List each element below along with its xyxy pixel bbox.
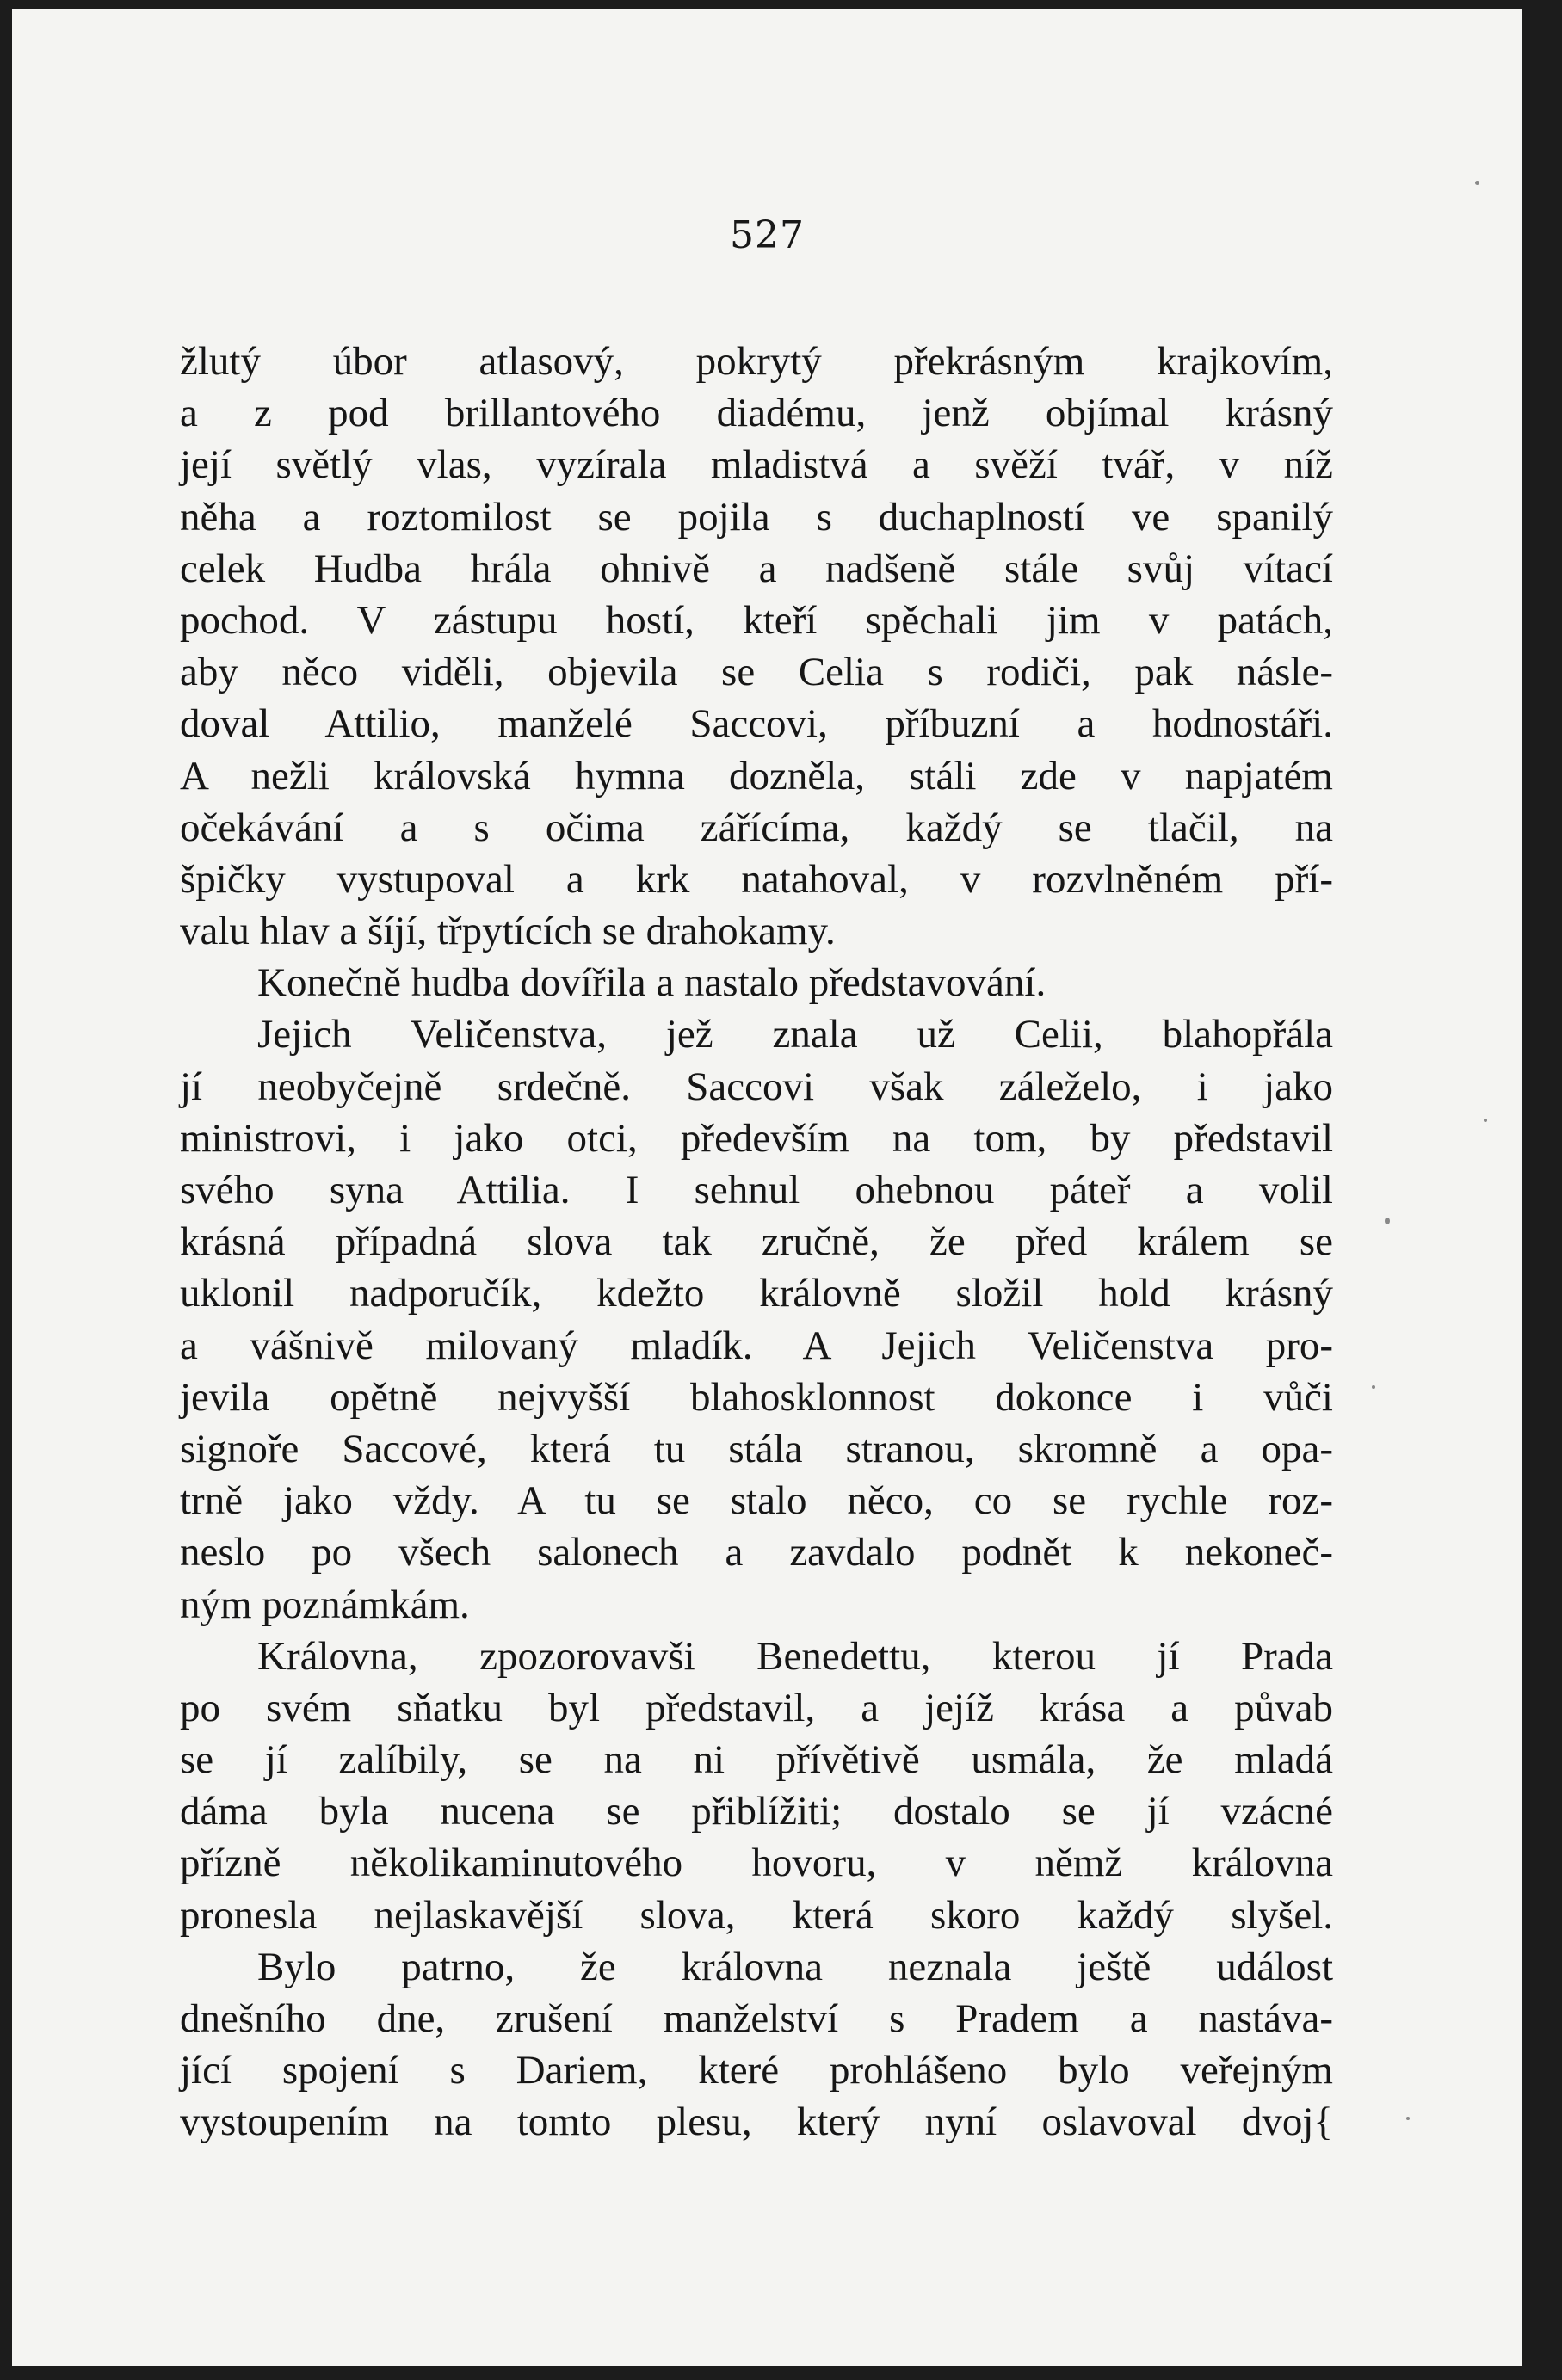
text-line: svého syna Attilia. I sehnul ohebnou páteř a volil	[180, 1168, 1333, 1212]
text-line: trně jako vždy. A tu se stalo něco, co se rychle roz-	[180, 1478, 1333, 1524]
text-line: a vášnivě milovaný mladík. A Jejich Veličenstva pro-	[180, 1323, 1333, 1368]
book-page	[12, 9, 1522, 2366]
text-line: dnešního dne, zrušení manželství s Pradem a nastáva-	[180, 1996, 1333, 2041]
text-line: Bylo patrno, že královna neznala ještě událost	[257, 1944, 1333, 1989]
text-line: jící spojení s Dariem, které prohlášeno bylo veřejným	[180, 2048, 1333, 2093]
text-line: očekávání a s očima zářícíma, každý se tlačil, na	[180, 805, 1333, 850]
text-line: ným poznámkám.	[180, 1582, 470, 1627]
text-line: žlutý úbor atlasový, pokrytý překrásným krajkovím,	[180, 339, 1333, 384]
text-line: uklonil nadporučík, kdežto královně složil hold krásný	[180, 1271, 1333, 1316]
text-line: krásná případná slova tak zručně, že před králem se	[180, 1219, 1333, 1265]
text-line: Konečně hudba dovířila a nastalo představování.	[257, 960, 1046, 1006]
page-number: 527	[730, 213, 805, 257]
paper-speck	[1475, 181, 1479, 185]
text-line: neslo po všech salonech a zavdalo podnět k nekoneč-	[180, 1530, 1333, 1575]
text-line: celek Hudba hrála ohnivě a nadšeně stále svůj vítací	[180, 546, 1333, 591]
body-text	[180, 336, 1333, 2149]
text-line: ministrovi, i jako otci, především na tom, by představil	[180, 1115, 1333, 1161]
paper-speck	[1406, 2117, 1410, 2120]
text-line: vystoupením na tomto plesu, který nyní oslavoval dvoj{	[180, 2099, 1333, 2145]
text-line: se jí zalíbily, se na ni přívětivě usmála, že mladá	[180, 1737, 1333, 1783]
text-line: špičky vystupoval a krk natahoval, v rozvlněném pří-	[180, 856, 1333, 902]
text-line: přízně několikaminutového hovoru, v němž královna	[180, 1840, 1333, 1886]
text-line: aby něco viděli, objevila se Celia s rodiči, pak násle-	[180, 650, 1333, 695]
text-line: pochod. V zástupu hostí, kteří spěchali jim v patách,	[180, 597, 1333, 643]
paper-speck	[1484, 1119, 1487, 1122]
text-line: doval Attilio, manželé Saccovi, příbuzní a hodnostáři.	[180, 701, 1333, 747]
text-line: něha a roztomilost se pojila s duchaplností ve spanilý	[180, 494, 1333, 540]
text-line: její světlý vlas, vyzírala mladistvá a svěží tvář, v níž	[180, 442, 1333, 488]
paper-speck	[1385, 1218, 1390, 1224]
text-line: Jejich Veličenstva, jež znala už Celii, blahopřála	[257, 1012, 1333, 1057]
text-line: a z pod brillantového diadému, jenž objímal krásný	[180, 391, 1333, 436]
text-line: po svém sňatku byl představil, a jejíž krása a půvab	[180, 1685, 1333, 1730]
text-line: valu hlav a šíjí, třpytících se drahokamy.	[180, 909, 836, 954]
text-line: Královna, zpozorovavši Benedettu, kterou jí Prada	[257, 1633, 1333, 1679]
text-line: dáma byla nucena se přiblížiti; dostalo se jí vzácné	[180, 1789, 1333, 1834]
text-line: signoře Saccové, která tu stála stranou, skromně a opa-	[180, 1426, 1333, 1471]
text-line: jí neobyčejně srdečně. Saccovi však záleželo, i jako	[180, 1064, 1333, 1109]
text-line: A nežli královská hymna dozněla, stáli zde v napjatém	[180, 753, 1333, 798]
text-line: pronesla nejlaskavější slova, která skoro každý slyšel.	[180, 1892, 1333, 1938]
paper-speck	[1372, 1385, 1375, 1389]
text-line: jevila opětně nejvyšší blahosklonnost dokonce i vůči	[180, 1374, 1333, 1420]
